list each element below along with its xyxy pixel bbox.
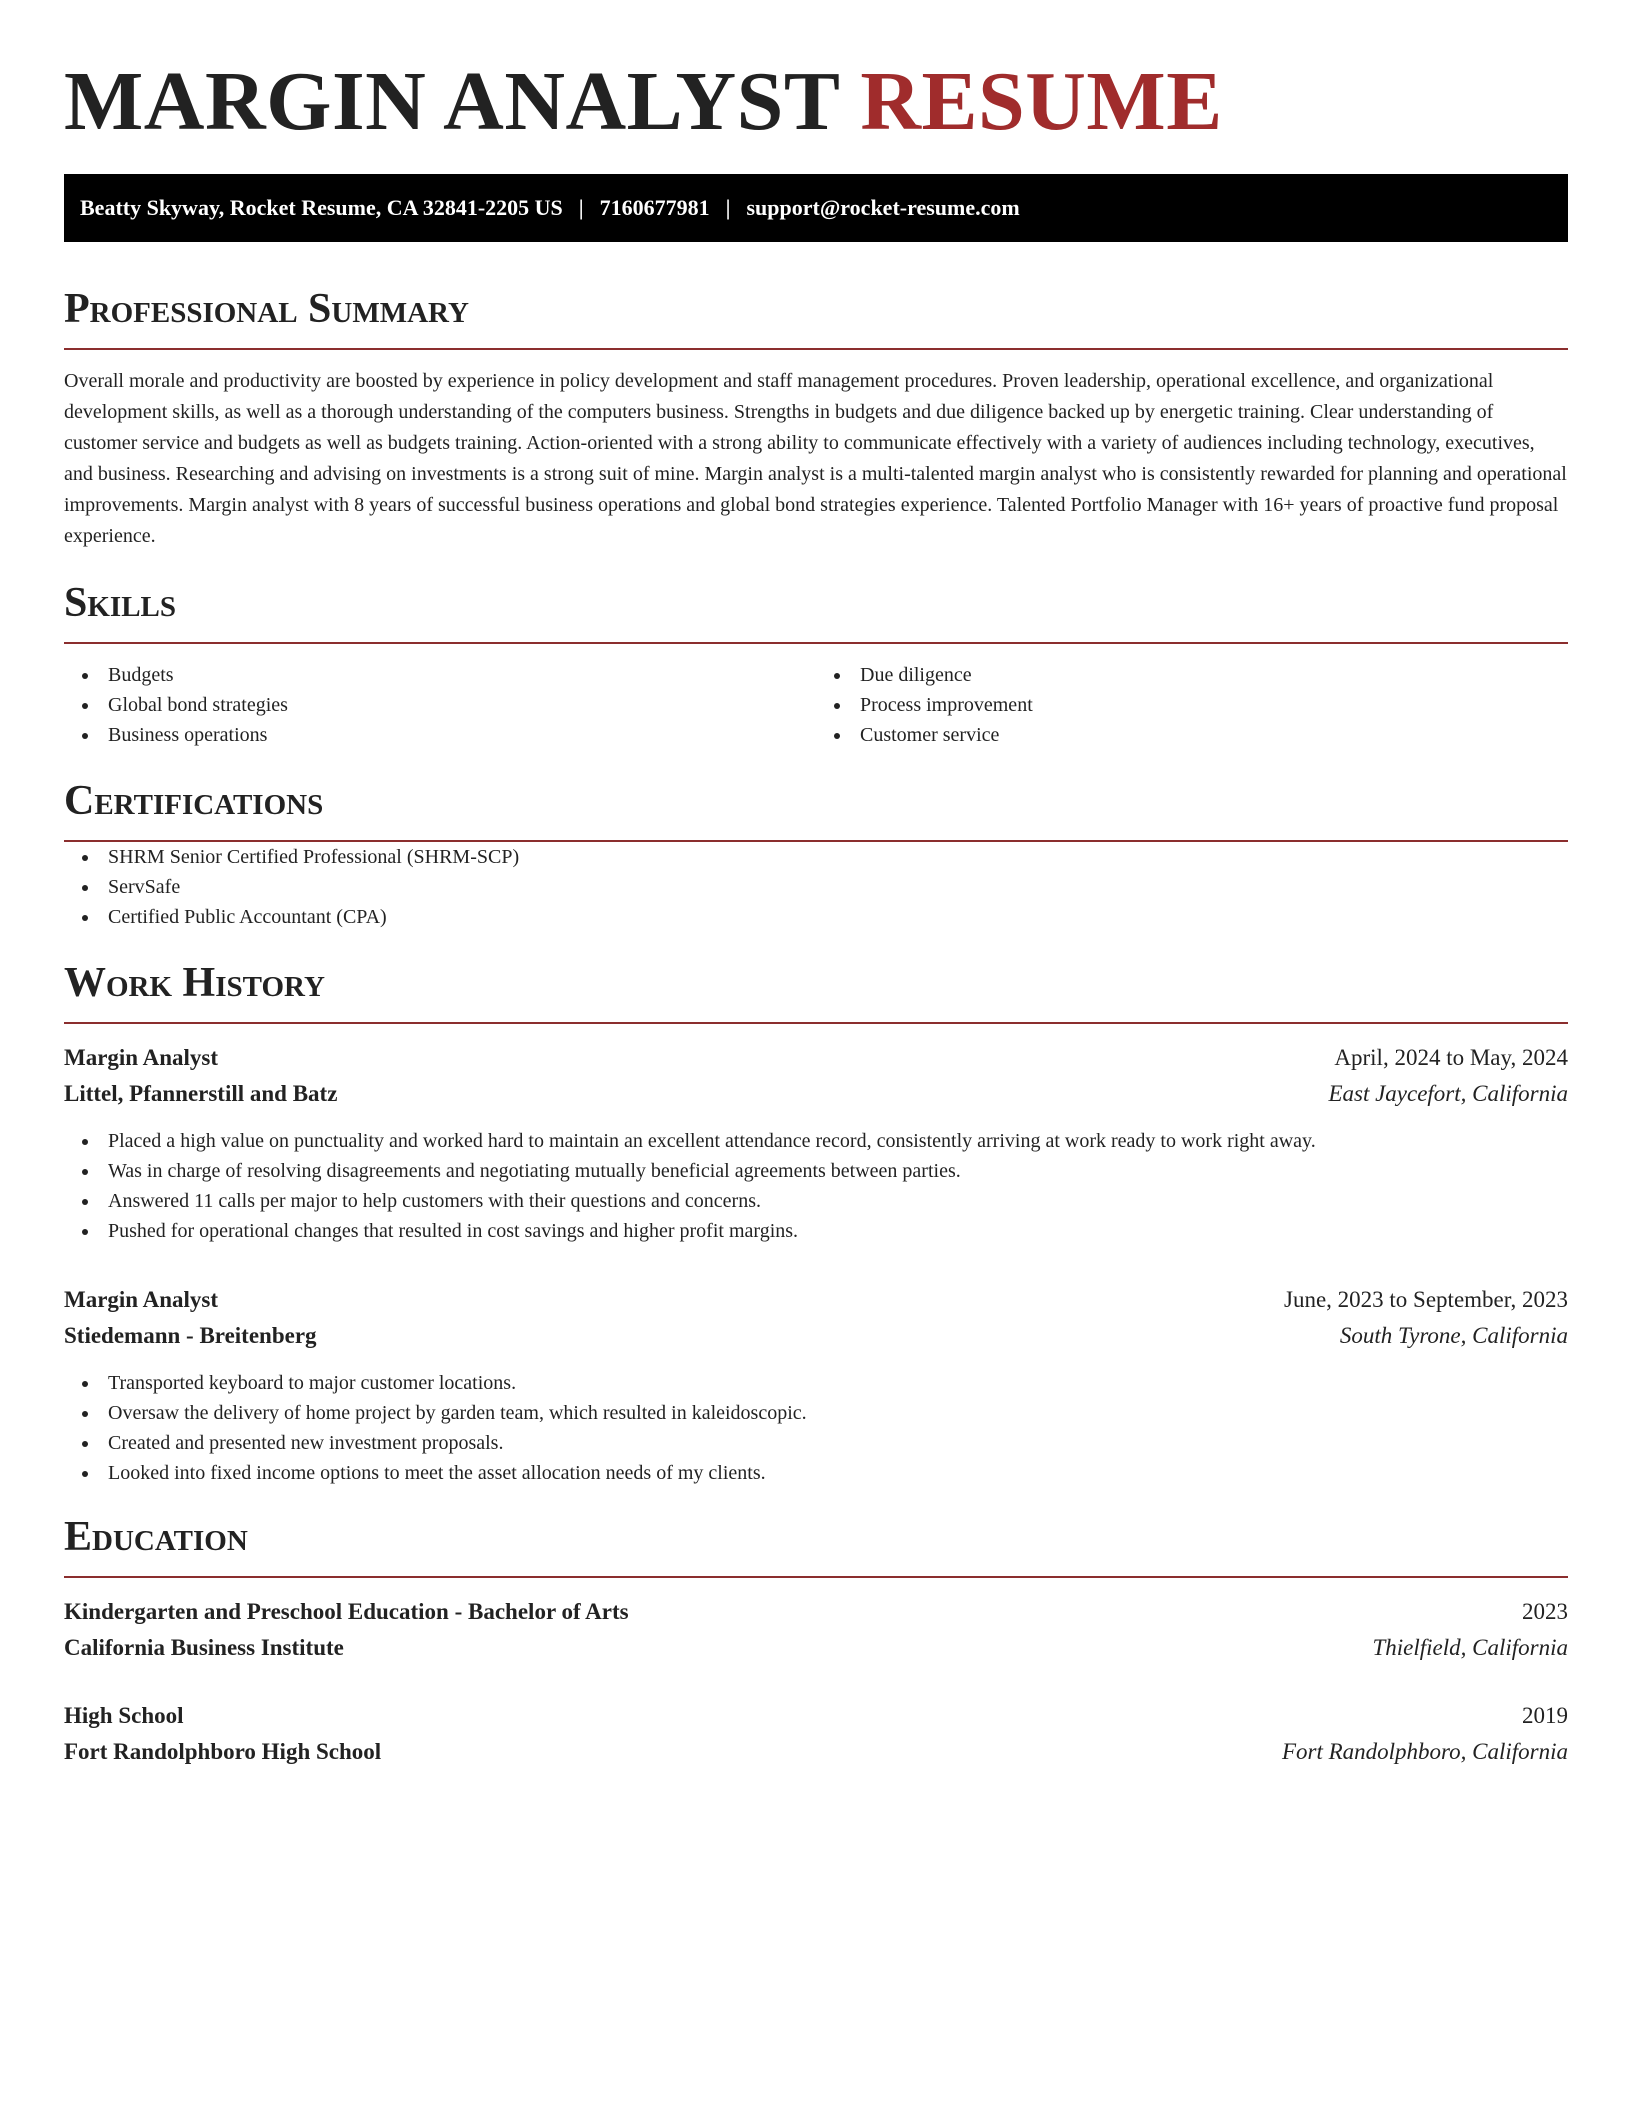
job-title: Margin Analyst xyxy=(64,1045,218,1070)
resume-title xyxy=(64,56,1568,148)
title-main: MARGIN ANALYST xyxy=(64,55,839,148)
certifications-list xyxy=(64,842,1568,932)
education-section xyxy=(64,1512,1568,1770)
education-entry xyxy=(64,1594,1568,1666)
job-entry xyxy=(64,1040,1568,1246)
education-location: Thielfield, California xyxy=(1372,1635,1568,1660)
skill-item: Process improvement xyxy=(816,690,1568,720)
education-school-row xyxy=(64,1630,1568,1666)
education-header-row xyxy=(64,1594,1568,1630)
job-duty-item: Was in charge of resolving disagreements and negotiating mutually beneficial agreements between parties. xyxy=(64,1156,1568,1186)
contact-separator: | xyxy=(578,195,584,220)
job-duty-item: Placed a high value on punctuality and worked hard to maintain an excellent attendance record, consistently arriving at work ready to work right away. xyxy=(64,1126,1568,1156)
job-title: Margin Analyst xyxy=(64,1287,218,1312)
certification-item: ServSafe xyxy=(64,872,1568,902)
contact-address: Beatty Skyway, Rocket Resume, CA 32841-2205 US xyxy=(80,195,563,220)
education-school-row xyxy=(64,1734,1568,1770)
job-location: East Jaycefort, California xyxy=(1328,1081,1568,1106)
job-duty-item: Oversaw the delivery of home project by garden team, which resulted in kaleidoscopic. xyxy=(64,1398,1568,1428)
skill-item: Due diligence xyxy=(816,660,1568,690)
job-duty-item: Created and presented new investment proposals. xyxy=(64,1428,1568,1458)
title-accent: RESUME xyxy=(860,55,1223,148)
education-degree: Kindergarten and Preschool Education - Bachelor of Arts xyxy=(64,1599,629,1624)
education-year: 2023 xyxy=(1522,1599,1568,1624)
skills-column-left xyxy=(64,660,816,750)
job-duties-list xyxy=(64,1126,1568,1246)
job-location: South Tyrone, California xyxy=(1339,1323,1568,1348)
skill-item: Business operations xyxy=(64,720,816,750)
job-company-row xyxy=(64,1318,1568,1354)
job-duty-item: Transported keyboard to major customer locations. xyxy=(64,1368,1568,1398)
job-company: Littel, Pfannerstill and Batz xyxy=(64,1081,338,1106)
job-entry xyxy=(64,1282,1568,1488)
section-heading: Skills xyxy=(64,578,1568,644)
contact-phone: 7160677981 xyxy=(599,195,710,220)
skill-item: Budgets xyxy=(64,660,816,690)
education-school: California Business Institute xyxy=(64,1635,344,1660)
work-history-section xyxy=(64,958,1568,1488)
job-duty-item: Pushed for operational changes that resulted in cost savings and higher profit margins. xyxy=(64,1216,1568,1246)
contact-bar xyxy=(64,174,1568,242)
job-dates: June, 2023 to September, 2023 xyxy=(1284,1287,1568,1312)
job-duty-item: Looked into fixed income options to meet the asset allocation needs of my clients. xyxy=(64,1458,1568,1488)
section-heading: Certifications xyxy=(64,776,1568,842)
professional-summary-section xyxy=(64,284,1568,552)
job-header-row xyxy=(64,1040,1568,1076)
skill-item: Global bond strategies xyxy=(64,690,816,720)
job-duties-list xyxy=(64,1368,1568,1488)
section-heading: Professional Summary xyxy=(64,284,1568,350)
education-school: Fort Randolphboro High School xyxy=(64,1739,382,1764)
job-company: Stiedemann - Breitenberg xyxy=(64,1323,317,1348)
job-dates: April, 2024 to May, 2024 xyxy=(1334,1045,1568,1070)
education-location: Fort Randolphboro, California xyxy=(1281,1739,1568,1764)
education-year: 2019 xyxy=(1522,1703,1568,1728)
skill-item: Customer service xyxy=(816,720,1568,750)
education-header-row xyxy=(64,1698,1568,1734)
certification-item: SHRM Senior Certified Professional (SHRM-SCP) xyxy=(64,842,1568,872)
certifications-section xyxy=(64,776,1568,932)
job-company-row xyxy=(64,1076,1568,1112)
education-entry xyxy=(64,1698,1568,1770)
education-degree: High School xyxy=(64,1703,184,1728)
section-heading: Education xyxy=(64,1512,1568,1578)
section-heading: Work History xyxy=(64,958,1568,1024)
skills-section xyxy=(64,578,1568,750)
contact-email: support@rocket-resume.com xyxy=(746,195,1020,220)
job-header-row xyxy=(64,1282,1568,1318)
job-duty-item: Answered 11 calls per major to help customers with their questions and concerns. xyxy=(64,1186,1568,1216)
contact-separator: | xyxy=(725,195,731,220)
skills-grid xyxy=(64,660,1568,750)
skills-column-right xyxy=(816,660,1568,750)
certification-item: Certified Public Accountant (CPA) xyxy=(64,902,1568,932)
summary-text: Overall morale and productivity are boosted by experience in policy development and staff management procedures. Proven leadership, operational excellence, and organizational development skills, as well as a thorough understanding of the computers business. Strengths in budgets and due diligence backed up by energetic training. Clear understanding of customer service and budgets as well as budgets training. Action-oriented with a strong ability to communicate effectively with a variety of audiences including technology, executives, and business. Researching and advising on investments is a strong suit of mine. Margin analyst is a multi-talented margin analyst who is consistently rewarded for planning and operational improvements. Margin analyst with 8 years of successful business operations and global bond strategies experience. Talented Portfolio Manager with 16+ years of proactive fund proposal experience. xyxy=(64,370,1567,547)
